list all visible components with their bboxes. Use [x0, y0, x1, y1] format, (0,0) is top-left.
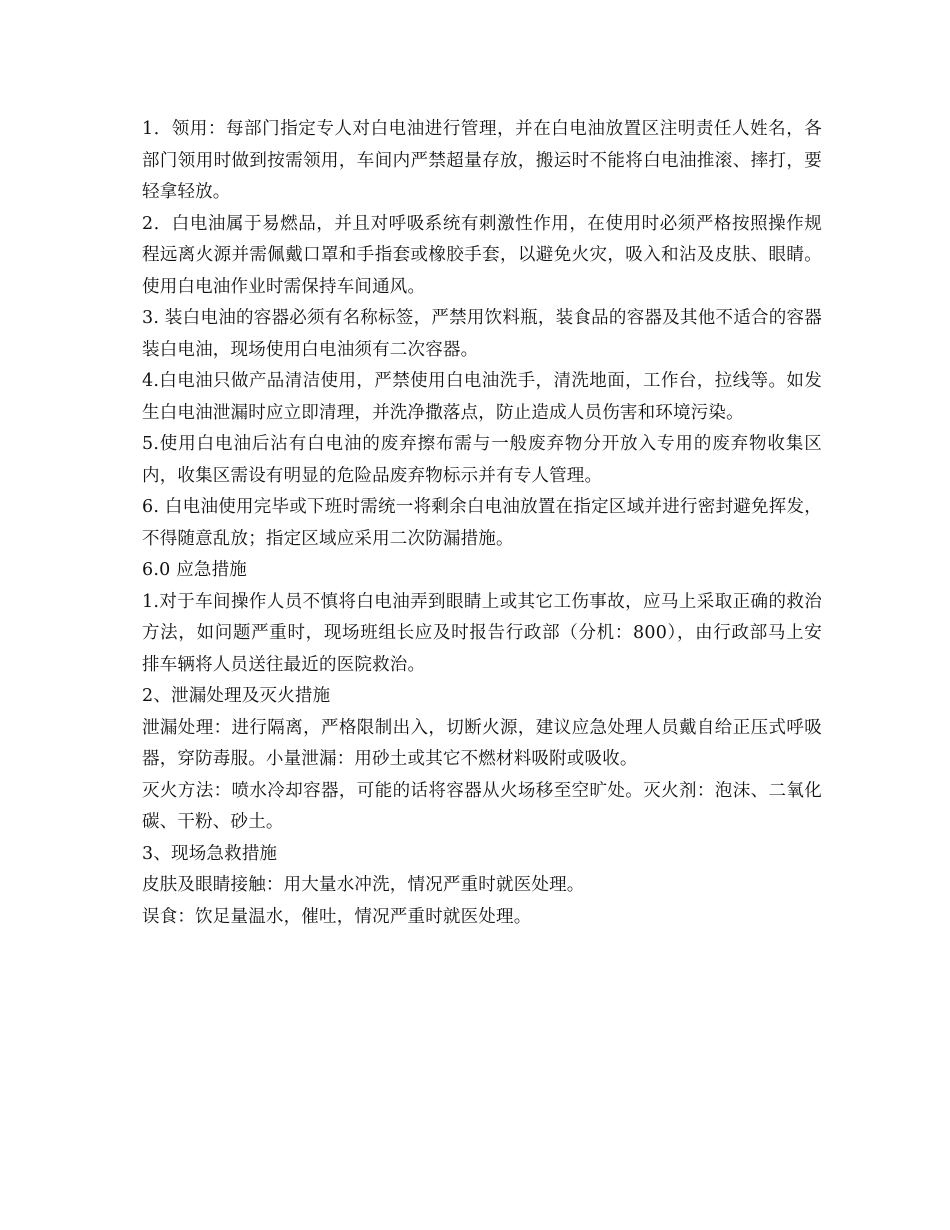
subheading-leak-fire: 2、泄漏处理及灭火措施 [142, 686, 331, 706]
paragraph-2: 2．白电油属于易燃品，并且对呼吸系统有刺激性作用，在使用时必须严格按照操作规程远离火源并需佩戴口罩和手指套或橡胶手套，以避免火灾，吸入和沾及皮肤、眼睛。使用白电油作业时需保持车间通风。 [142, 213, 822, 297]
paragraph-fire-fighting: 灭火方法：喷水冷却容器，可能的话将容器从火场移至空旷处。灭火剂：泡沫、二氧化碳、干粉、砂土。 [142, 780, 822, 832]
section-heading-emergency: 6.0 应急措施 [142, 560, 247, 580]
paragraph-1: 1．领用：每部门指定专人对白电油进行管理，并在白电油放置区注明责任人姓名，各部门领用时做到按需领用，车间内严禁超量存放，搬运时不能将白电油推滚、摔打，要轻拿轻放。 [142, 119, 822, 202]
paragraph-4: 4.白电油只做产品清洁使用，严禁使用白电油洗手，清洗地面，工作台，拉线等。如发生白电油泄漏时应立即清理，并洗净撒落点，防止造成人员伤害和环境污染。 [142, 371, 822, 423]
paragraph-3: 3. 装白电油的容器必须有名称标签，严禁用饮料瓶，装食品的容器及其他不适合的容器装白电油，现场使用白电油须有二次容器。 [142, 308, 822, 360]
paragraph-6: 6. 白电油使用完毕或下班时需统一将剩余白电油放置在指定区域并进行密封避免挥发，不得随意乱放；指定区域应采用二次防漏措施。 [142, 497, 822, 549]
paragraph-skin-eye-contact: 皮肤及眼睛接触：用大量水冲洗，情况严重时就医处理。 [142, 875, 585, 895]
paragraph-emergency-1: 1.对于车间操作人员不慎将白电油弄到眼睛上或其它工伤事故，应马上采取正确的救治方法，如问题严重时，现场班组长应及时报告行政部（分机：800），由行政部马上安排车辆将人员送往最近的医院救治。 [142, 591, 822, 675]
subheading-first-aid: 3、现场急救措施 [142, 843, 278, 864]
paragraph-leak-handling: 泄漏处理：进行隔离，严格限制出入，切断火源，建议应急处理人员戴自给正压式呼吸器，穿防毒服。小量泄漏：用砂土或其它不燃材料吸附或吸收。 [142, 717, 822, 769]
paragraph-5: 5.使用白电油后沾有白电油的废弃擦布需与一般废弃物分开放入专用的废弃物收集区内，收集区需设有明显的危险品废弃物标示并有专人管理。 [142, 434, 822, 486]
paragraph-ingestion: 误食：饮足量温水，催吐，情况严重时就医处理。 [142, 906, 532, 927]
document-body [142, 114, 822, 933]
